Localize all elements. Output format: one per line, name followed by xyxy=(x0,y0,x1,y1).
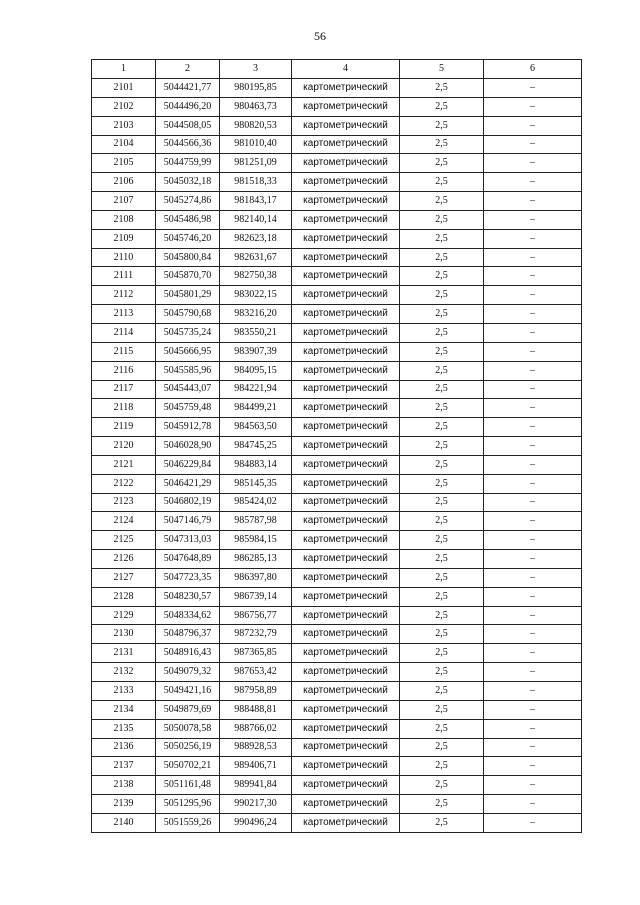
x-coordinate-cell: 5046229,84 xyxy=(156,455,220,474)
point-number-cell: 2105 xyxy=(92,154,156,173)
point-number-cell: 2113 xyxy=(92,305,156,324)
point-number-cell: 2121 xyxy=(92,455,156,474)
y-coordinate-cell: 985145,35 xyxy=(220,474,292,493)
accuracy-cell: 2,5 xyxy=(400,719,484,738)
table-row xyxy=(92,305,582,324)
method-cell: картометрический xyxy=(292,286,400,305)
column-header: 2 xyxy=(156,60,220,79)
y-coordinate-cell: 987653,42 xyxy=(220,663,292,682)
method-cell: картометрический xyxy=(292,757,400,776)
point-number-cell: 2108 xyxy=(92,210,156,229)
point-number-cell: 2132 xyxy=(92,663,156,682)
accuracy-cell: 2,5 xyxy=(400,606,484,625)
accuracy-cell: 2,5 xyxy=(400,323,484,342)
method-cell: картометрический xyxy=(292,813,400,832)
y-coordinate-cell: 988766,02 xyxy=(220,719,292,738)
accuracy-cell: 2,5 xyxy=(400,192,484,211)
description-cell: – xyxy=(484,795,582,814)
accuracy-cell: 2,5 xyxy=(400,173,484,192)
method-cell: картометрический xyxy=(292,154,400,173)
point-number-cell: 2134 xyxy=(92,700,156,719)
method-cell: картометрический xyxy=(292,229,400,248)
table-row xyxy=(92,700,582,719)
x-coordinate-cell: 5045443,07 xyxy=(156,380,220,399)
method-cell: картометрический xyxy=(292,776,400,795)
table-row xyxy=(92,568,582,587)
point-number-cell: 2136 xyxy=(92,738,156,757)
method-cell: картометрический xyxy=(292,418,400,437)
accuracy-cell: 2,5 xyxy=(400,248,484,267)
y-coordinate-cell: 986397,80 xyxy=(220,568,292,587)
table-row xyxy=(92,813,582,832)
table-row xyxy=(92,531,582,550)
x-coordinate-cell: 5045735,24 xyxy=(156,323,220,342)
x-coordinate-cell: 5044759,99 xyxy=(156,154,220,173)
accuracy-cell: 2,5 xyxy=(400,776,484,795)
y-coordinate-cell: 981843,17 xyxy=(220,192,292,211)
table-row xyxy=(92,663,582,682)
table-row xyxy=(92,342,582,361)
table-row xyxy=(92,323,582,342)
accuracy-cell: 2,5 xyxy=(400,79,484,98)
point-number-cell: 2123 xyxy=(92,493,156,512)
y-coordinate-cell: 984883,14 xyxy=(220,455,292,474)
y-coordinate-cell: 982631,67 xyxy=(220,248,292,267)
method-cell: картометрический xyxy=(292,135,400,154)
description-cell: – xyxy=(484,267,582,286)
description-cell: – xyxy=(484,776,582,795)
x-coordinate-cell: 5044496,20 xyxy=(156,97,220,116)
y-coordinate-cell: 987365,85 xyxy=(220,644,292,663)
method-cell: картометрический xyxy=(292,606,400,625)
method-cell: картометрический xyxy=(292,173,400,192)
accuracy-cell: 2,5 xyxy=(400,512,484,531)
method-cell: картометрический xyxy=(292,79,400,98)
table-row xyxy=(92,192,582,211)
column-header: 6 xyxy=(484,60,582,79)
table-row xyxy=(92,455,582,474)
x-coordinate-cell: 5047723,35 xyxy=(156,568,220,587)
table-row xyxy=(92,682,582,701)
method-cell: картометрический xyxy=(292,795,400,814)
table-row xyxy=(92,587,582,606)
accuracy-cell: 2,5 xyxy=(400,625,484,644)
table-row xyxy=(92,79,582,98)
y-coordinate-cell: 990496,24 xyxy=(220,813,292,832)
table-row xyxy=(92,512,582,531)
method-cell: картометрический xyxy=(292,663,400,682)
y-coordinate-cell: 985984,15 xyxy=(220,531,292,550)
description-cell: – xyxy=(484,568,582,587)
x-coordinate-cell: 5045759,48 xyxy=(156,399,220,418)
x-coordinate-cell: 5045801,29 xyxy=(156,286,220,305)
description-cell: – xyxy=(484,229,582,248)
table-row xyxy=(92,644,582,663)
point-number-cell: 2106 xyxy=(92,173,156,192)
description-cell: – xyxy=(484,79,582,98)
point-number-cell: 2138 xyxy=(92,776,156,795)
point-number-cell: 2140 xyxy=(92,813,156,832)
x-coordinate-cell: 5049421,16 xyxy=(156,682,220,701)
point-number-cell: 2117 xyxy=(92,380,156,399)
description-cell: – xyxy=(484,154,582,173)
description-cell: – xyxy=(484,700,582,719)
accuracy-cell: 2,5 xyxy=(400,531,484,550)
point-number-cell: 2104 xyxy=(92,135,156,154)
method-cell: картометрический xyxy=(292,455,400,474)
table-row xyxy=(92,135,582,154)
table-row xyxy=(92,776,582,795)
table-row xyxy=(92,757,582,776)
point-number-cell: 2129 xyxy=(92,606,156,625)
y-coordinate-cell: 988928,53 xyxy=(220,738,292,757)
accuracy-cell: 2,5 xyxy=(400,813,484,832)
table-row xyxy=(92,361,582,380)
y-coordinate-cell: 980195,85 xyxy=(220,79,292,98)
accuracy-cell: 2,5 xyxy=(400,380,484,399)
accuracy-cell: 2,5 xyxy=(400,210,484,229)
method-cell: картометрический xyxy=(292,550,400,569)
description-cell: – xyxy=(484,474,582,493)
method-cell: картометрический xyxy=(292,399,400,418)
accuracy-cell: 2,5 xyxy=(400,361,484,380)
y-coordinate-cell: 985787,98 xyxy=(220,512,292,531)
description-cell: – xyxy=(484,437,582,456)
method-cell: картометрический xyxy=(292,568,400,587)
accuracy-cell: 2,5 xyxy=(400,97,484,116)
method-cell: картометрический xyxy=(292,248,400,267)
point-number-cell: 2139 xyxy=(92,795,156,814)
y-coordinate-cell: 984745,25 xyxy=(220,437,292,456)
accuracy-cell: 2,5 xyxy=(400,795,484,814)
method-cell: картометрический xyxy=(292,587,400,606)
description-cell: – xyxy=(484,531,582,550)
x-coordinate-cell: 5051559,26 xyxy=(156,813,220,832)
table-row xyxy=(92,493,582,512)
method-cell: картометрический xyxy=(292,323,400,342)
y-coordinate-cell: 984499,21 xyxy=(220,399,292,418)
method-cell: картометрический xyxy=(292,380,400,399)
table-row xyxy=(92,625,582,644)
accuracy-cell: 2,5 xyxy=(400,229,484,248)
table-row xyxy=(92,795,582,814)
method-cell: картометрический xyxy=(292,700,400,719)
point-number-cell: 2133 xyxy=(92,682,156,701)
description-cell: – xyxy=(484,342,582,361)
x-coordinate-cell: 5050256,19 xyxy=(156,738,220,757)
y-coordinate-cell: 986285,13 xyxy=(220,550,292,569)
accuracy-cell: 2,5 xyxy=(400,286,484,305)
description-cell: – xyxy=(484,719,582,738)
method-cell: картометрический xyxy=(292,719,400,738)
method-cell: картометрический xyxy=(292,738,400,757)
accuracy-cell: 2,5 xyxy=(400,663,484,682)
y-coordinate-cell: 980463,73 xyxy=(220,97,292,116)
point-number-cell: 2137 xyxy=(92,757,156,776)
description-cell: – xyxy=(484,135,582,154)
method-cell: картометрический xyxy=(292,531,400,550)
accuracy-cell: 2,5 xyxy=(400,682,484,701)
table-row xyxy=(92,210,582,229)
y-coordinate-cell: 987958,89 xyxy=(220,682,292,701)
table-row xyxy=(92,719,582,738)
x-coordinate-cell: 5045800,84 xyxy=(156,248,220,267)
x-coordinate-cell: 5046421,29 xyxy=(156,474,220,493)
table-row xyxy=(92,116,582,135)
accuracy-cell: 2,5 xyxy=(400,342,484,361)
x-coordinate-cell: 5048796,37 xyxy=(156,625,220,644)
y-coordinate-cell: 989941,84 xyxy=(220,776,292,795)
x-coordinate-cell: 5049879,69 xyxy=(156,700,220,719)
x-coordinate-cell: 5045585,96 xyxy=(156,361,220,380)
table-row xyxy=(92,286,582,305)
table-row xyxy=(92,606,582,625)
description-cell: – xyxy=(484,738,582,757)
accuracy-cell: 2,5 xyxy=(400,305,484,324)
method-cell: картометрический xyxy=(292,210,400,229)
y-coordinate-cell: 989406,71 xyxy=(220,757,292,776)
method-cell: картометрический xyxy=(292,192,400,211)
table-row xyxy=(92,437,582,456)
y-coordinate-cell: 981518,33 xyxy=(220,173,292,192)
description-cell: – xyxy=(484,380,582,399)
description-cell: – xyxy=(484,587,582,606)
y-coordinate-cell: 986739,14 xyxy=(220,587,292,606)
method-cell: картометрический xyxy=(292,625,400,644)
y-coordinate-cell: 983907,39 xyxy=(220,342,292,361)
y-coordinate-cell: 984563,50 xyxy=(220,418,292,437)
description-cell: – xyxy=(484,248,582,267)
y-coordinate-cell: 983550,21 xyxy=(220,323,292,342)
accuracy-cell: 2,5 xyxy=(400,587,484,606)
accuracy-cell: 2,5 xyxy=(400,135,484,154)
y-coordinate-cell: 985424,02 xyxy=(220,493,292,512)
x-coordinate-cell: 5045666,95 xyxy=(156,342,220,361)
x-coordinate-cell: 5046802,19 xyxy=(156,493,220,512)
y-coordinate-cell: 983216,20 xyxy=(220,305,292,324)
accuracy-cell: 2,5 xyxy=(400,700,484,719)
table-header-row xyxy=(92,60,582,79)
table-row xyxy=(92,418,582,437)
point-number-cell: 2119 xyxy=(92,418,156,437)
point-number-cell: 2102 xyxy=(92,97,156,116)
table-row xyxy=(92,738,582,757)
method-cell: картометрический xyxy=(292,493,400,512)
x-coordinate-cell: 5044566,36 xyxy=(156,135,220,154)
accuracy-cell: 2,5 xyxy=(400,154,484,173)
table-row xyxy=(92,248,582,267)
x-coordinate-cell: 5044421,77 xyxy=(156,79,220,98)
x-coordinate-cell: 5051295,96 xyxy=(156,795,220,814)
point-number-cell: 2118 xyxy=(92,399,156,418)
accuracy-cell: 2,5 xyxy=(400,116,484,135)
accuracy-cell: 2,5 xyxy=(400,493,484,512)
point-number-cell: 2111 xyxy=(92,267,156,286)
point-number-cell: 2109 xyxy=(92,229,156,248)
x-coordinate-cell: 5048334,62 xyxy=(156,606,220,625)
x-coordinate-cell: 5045790,68 xyxy=(156,305,220,324)
table-row xyxy=(92,474,582,493)
description-cell: – xyxy=(484,455,582,474)
point-number-cell: 2112 xyxy=(92,286,156,305)
description-cell: – xyxy=(484,286,582,305)
description-cell: – xyxy=(484,192,582,211)
description-cell: – xyxy=(484,399,582,418)
point-number-cell: 2131 xyxy=(92,644,156,663)
accuracy-cell: 2,5 xyxy=(400,550,484,569)
method-cell: картометрический xyxy=(292,97,400,116)
method-cell: картометрический xyxy=(292,116,400,135)
x-coordinate-cell: 5047146,79 xyxy=(156,512,220,531)
accuracy-cell: 2,5 xyxy=(400,644,484,663)
y-coordinate-cell: 982750,38 xyxy=(220,267,292,286)
description-cell: – xyxy=(484,323,582,342)
method-cell: картометрический xyxy=(292,305,400,324)
x-coordinate-cell: 5047648,89 xyxy=(156,550,220,569)
description-cell: – xyxy=(484,550,582,569)
x-coordinate-cell: 5050078,58 xyxy=(156,719,220,738)
method-cell: картометрический xyxy=(292,474,400,493)
y-coordinate-cell: 981251,09 xyxy=(220,154,292,173)
table-body xyxy=(92,79,582,833)
method-cell: картометрический xyxy=(292,644,400,663)
table-row xyxy=(92,550,582,569)
point-number-cell: 2130 xyxy=(92,625,156,644)
point-number-cell: 2107 xyxy=(92,192,156,211)
point-number-cell: 2122 xyxy=(92,474,156,493)
description-cell: – xyxy=(484,682,582,701)
accuracy-cell: 2,5 xyxy=(400,437,484,456)
description-cell: – xyxy=(484,97,582,116)
description-cell: – xyxy=(484,644,582,663)
point-number-cell: 2126 xyxy=(92,550,156,569)
y-coordinate-cell: 986756,77 xyxy=(220,606,292,625)
method-cell: картометрический xyxy=(292,361,400,380)
method-cell: картометрический xyxy=(292,682,400,701)
x-coordinate-cell: 5045486,98 xyxy=(156,210,220,229)
description-cell: – xyxy=(484,625,582,644)
point-number-cell: 2128 xyxy=(92,587,156,606)
x-coordinate-cell: 5045274,86 xyxy=(156,192,220,211)
description-cell: – xyxy=(484,813,582,832)
coordinates-table xyxy=(91,59,582,833)
description-cell: – xyxy=(484,418,582,437)
point-number-cell: 2110 xyxy=(92,248,156,267)
description-cell: – xyxy=(484,606,582,625)
accuracy-cell: 2,5 xyxy=(400,418,484,437)
y-coordinate-cell: 982623,18 xyxy=(220,229,292,248)
x-coordinate-cell: 5044508,05 xyxy=(156,116,220,135)
x-coordinate-cell: 5045746,20 xyxy=(156,229,220,248)
y-coordinate-cell: 987232,79 xyxy=(220,625,292,644)
accuracy-cell: 2,5 xyxy=(400,568,484,587)
accuracy-cell: 2,5 xyxy=(400,738,484,757)
table-row xyxy=(92,399,582,418)
page-number: 56 xyxy=(314,29,326,43)
column-header: 5 xyxy=(400,60,484,79)
method-cell: картометрический xyxy=(292,267,400,286)
x-coordinate-cell: 5045870,70 xyxy=(156,267,220,286)
accuracy-cell: 2,5 xyxy=(400,399,484,418)
method-cell: картометрический xyxy=(292,342,400,361)
accuracy-cell: 2,5 xyxy=(400,267,484,286)
description-cell: – xyxy=(484,757,582,776)
y-coordinate-cell: 981010,40 xyxy=(220,135,292,154)
description-cell: – xyxy=(484,173,582,192)
x-coordinate-cell: 5046028,90 xyxy=(156,437,220,456)
x-coordinate-cell: 5050702,21 xyxy=(156,757,220,776)
point-number-cell: 2101 xyxy=(92,79,156,98)
x-coordinate-cell: 5048230,57 xyxy=(156,587,220,606)
accuracy-cell: 2,5 xyxy=(400,455,484,474)
column-header: 1 xyxy=(92,60,156,79)
method-cell: картометрический xyxy=(292,512,400,531)
description-cell: – xyxy=(484,210,582,229)
table-row xyxy=(92,380,582,399)
point-number-cell: 2125 xyxy=(92,531,156,550)
description-cell: – xyxy=(484,512,582,531)
column-header: 4 xyxy=(292,60,400,79)
y-coordinate-cell: 980820,53 xyxy=(220,116,292,135)
accuracy-cell: 2,5 xyxy=(400,474,484,493)
x-coordinate-cell: 5047313,03 xyxy=(156,531,220,550)
description-cell: – xyxy=(484,305,582,324)
point-number-cell: 2127 xyxy=(92,568,156,587)
point-number-cell: 2115 xyxy=(92,342,156,361)
description-cell: – xyxy=(484,116,582,135)
x-coordinate-cell: 5045032,18 xyxy=(156,173,220,192)
point-number-cell: 2103 xyxy=(92,116,156,135)
description-cell: – xyxy=(484,493,582,512)
table-row xyxy=(92,229,582,248)
table-row xyxy=(92,154,582,173)
point-number-cell: 2114 xyxy=(92,323,156,342)
y-coordinate-cell: 982140,14 xyxy=(220,210,292,229)
y-coordinate-cell: 990217,30 xyxy=(220,795,292,814)
x-coordinate-cell: 5045912,78 xyxy=(156,418,220,437)
table-row xyxy=(92,267,582,286)
y-coordinate-cell: 988488,81 xyxy=(220,700,292,719)
accuracy-cell: 2,5 xyxy=(400,757,484,776)
y-coordinate-cell: 983022,15 xyxy=(220,286,292,305)
point-number-cell: 2124 xyxy=(92,512,156,531)
method-cell: картометрический xyxy=(292,437,400,456)
point-number-cell: 2120 xyxy=(92,437,156,456)
point-number-cell: 2116 xyxy=(92,361,156,380)
x-coordinate-cell: 5048916,43 xyxy=(156,644,220,663)
y-coordinate-cell: 984221,94 xyxy=(220,380,292,399)
table-row xyxy=(92,97,582,116)
y-coordinate-cell: 984095,15 xyxy=(220,361,292,380)
table-row xyxy=(92,173,582,192)
x-coordinate-cell: 5051161,48 xyxy=(156,776,220,795)
description-cell: – xyxy=(484,663,582,682)
x-coordinate-cell: 5049079,32 xyxy=(156,663,220,682)
point-number-cell: 2135 xyxy=(92,719,156,738)
column-header: 3 xyxy=(220,60,292,79)
description-cell: – xyxy=(484,361,582,380)
